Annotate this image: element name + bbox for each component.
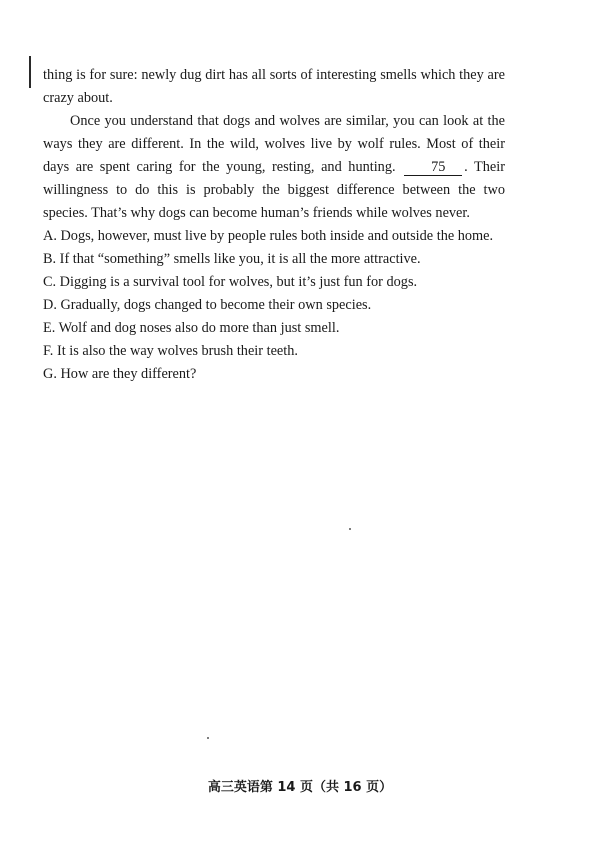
scan-speck: [207, 737, 209, 739]
option-d: D. Gradually, dogs changed to become their own species.: [43, 297, 372, 313]
scan-speck: [349, 528, 351, 530]
option-g: G. How are they different?: [43, 366, 197, 382]
answer-blank-75[interactable]: 75: [404, 159, 462, 176]
paragraph-text-before-blank: Once you understand that dogs and wolves are similar, you can look at the ways they are different. In the wild, wolves live by wolf rules. Most of their days are spent caring for the young, resting, and hunting.: [43, 113, 505, 175]
option-a: A. Dogs, however, must live by people rules both inside and outside the home.: [43, 228, 494, 244]
answer-options-list: [43, 225, 505, 386]
passage-continuation: thing is for sure: newly dug dirt has all sorts of interesting smells which they are crazy about.: [43, 67, 505, 106]
passage-content: [43, 64, 505, 386]
option-f: F. It is also the way wolves brush their teeth.: [43, 343, 298, 359]
page-footer: 高三英语第 14 页（共 16 页）: [207, 780, 393, 795]
margin-line-mark: [29, 56, 31, 88]
paragraph-text-after-blank: . Their willingness to do this is probably the biggest difference between the two species. That’s why dogs can become human’s friends while wolves never.: [43, 159, 505, 221]
option-e: E. Wolf and dog noses also do more than just smell.: [43, 320, 340, 336]
option-c: C. Digging is a survival tool for wolves, but it’s just fun for dogs.: [43, 274, 418, 290]
option-b: B. If that “something” smells like you, it is all the more attractive.: [43, 251, 421, 267]
passage-paragraph: [43, 110, 505, 225]
